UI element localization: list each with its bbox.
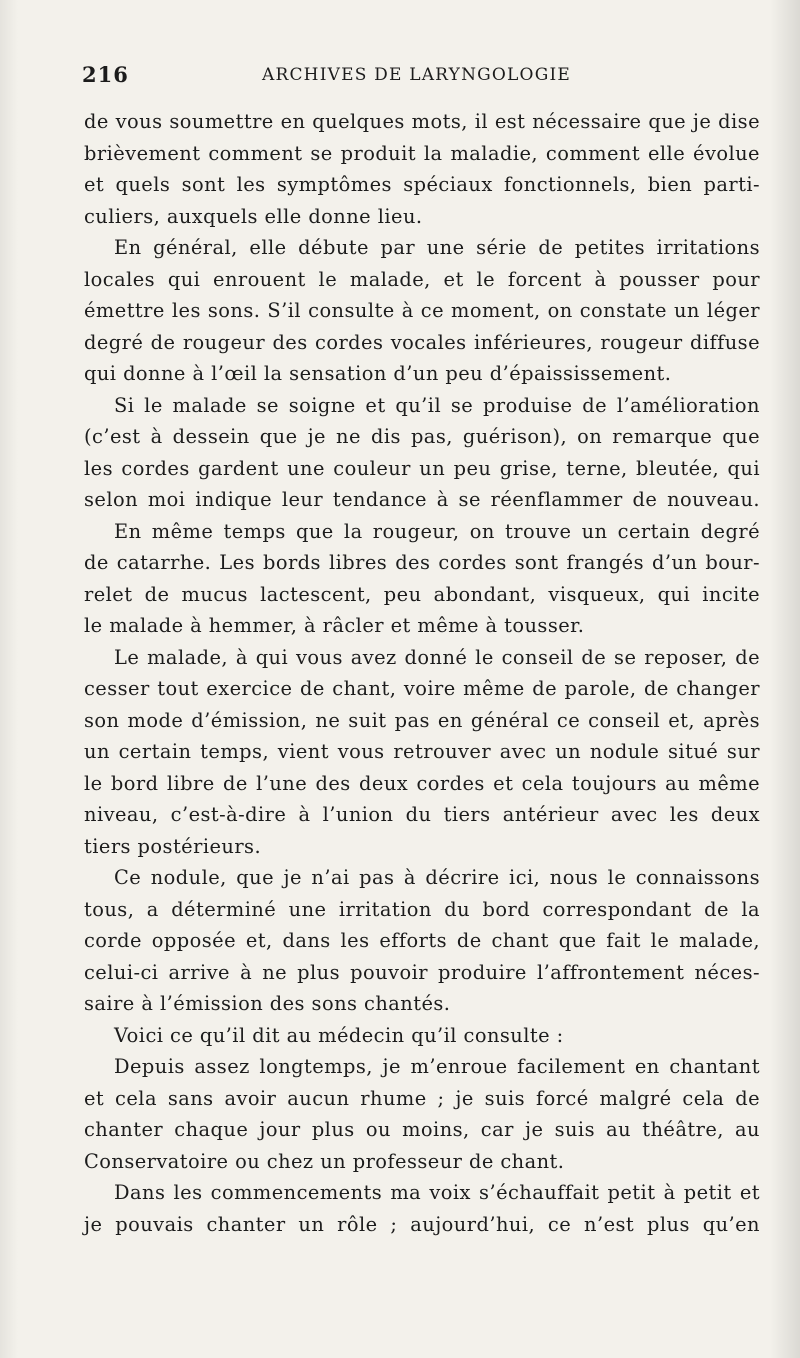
text-line: Dans les commencements ma voix s’échauffait petit à petit et	[114, 1181, 760, 1204]
text-line: saire à l’émission des sons chantés.	[84, 992, 451, 1015]
running-head	[82, 62, 762, 92]
text-line: degré de rougeur des cordes vocales inférieures, rougeur diffuse	[84, 330, 760, 354]
text-line: Conservatoire ou chez un professeur de chant.	[84, 1149, 565, 1173]
text-line: le malade à hemmer, à râcler et même à tousser.	[84, 614, 585, 637]
text-line: corde opposée et, dans les efforts de chant que fait le malade,	[84, 929, 760, 952]
text-line: relet de mucus lactescent, peu abondant, visqueux, qui incite	[84, 582, 760, 606]
body-text	[84, 106, 760, 1240]
text-line: et cela sans avoir aucun rhume ; je suis forcé malgré cela de	[84, 1086, 760, 1110]
text-line: de catarrhe. Les bords libres des cordes sont frangés d’un bour-	[84, 551, 760, 574]
text-line: Si le malade se soigne et qu’il se produise de l’amélioration	[114, 393, 760, 417]
text-line: locales qui enrouent le malade, et le forcent à pousser pour	[84, 267, 760, 291]
text-line: tous, a déterminé une irritation du bord correspondant de la	[84, 897, 760, 921]
text-line: Depuis assez longtemps, je m’enroue facilement en chantant	[114, 1055, 760, 1078]
text-line: (c’est à dessein que je ne dis pas, guérison), on remarque que	[84, 425, 760, 448]
text-line: En même temps que la rougeur, on trouve un certain degré	[114, 519, 760, 543]
text-line: je pouvais chanter un rôle ; aujourd’hui, ce n’est plus qu’en	[84, 1212, 760, 1236]
text-line: tiers postérieurs.	[84, 834, 262, 858]
text-line: et quels sont les symptômes spéciaux fonctionnels, bien parti-	[84, 173, 760, 196]
text-line: Voici ce qu’il dit au médecin qu’il consulte :	[114, 1023, 564, 1047]
text-line: un certain temps, vient vous retrouver avec un nodule situé sur	[84, 740, 760, 763]
text-line: celui-ci arrive à ne plus pouvoir produire l’affrontement néces-	[84, 960, 760, 984]
text-line: En général, elle débute par une série de petites irritations	[114, 236, 760, 259]
text-line: Ce nodule, que je n’ai pas à décrire ici, nous le connaissons	[114, 866, 760, 889]
text-line: culiers, auxquels elle donne lieu.	[84, 204, 423, 228]
page-number: 216	[82, 62, 129, 87]
text-line: niveau, c’est-à-dire à l’union du tiers antérieur avec les deux	[84, 803, 760, 826]
text-line: le bord libre de l’une des deux cordes et cela toujours au même	[84, 771, 760, 795]
text-line: brièvement comment se produit la maladie, comment elle évolue	[84, 141, 760, 165]
text-line: qui donne à l’œil la sensation d’un peu d’épaississement.	[84, 362, 672, 385]
journal-title: ARCHIVES DE LARYNGOLOGIE	[262, 65, 571, 85]
text-line: les cordes gardent une couleur un peu grise, terne, bleutée, qui	[84, 456, 760, 480]
text-line: de vous soumettre en quelques mots, il est nécessaire que je dise	[84, 110, 760, 133]
text-line: cesser tout exercice de chant, voire même de parole, de changer	[84, 677, 760, 700]
text-line: Le malade, à qui vous avez donné le conseil de se reposer, de	[114, 645, 760, 669]
text-line: chanter chaque jour plus ou moins, car je suis au théâtre, au	[84, 1118, 760, 1141]
text-line: son mode d’émission, ne suit pas en général ce conseil et, après	[84, 708, 760, 732]
text-line: émettre les sons. S’il consulte à ce moment, on constate un léger	[84, 299, 760, 322]
text-line: selon moi indique leur tendance à se réenflammer de nouveau.	[84, 488, 760, 511]
